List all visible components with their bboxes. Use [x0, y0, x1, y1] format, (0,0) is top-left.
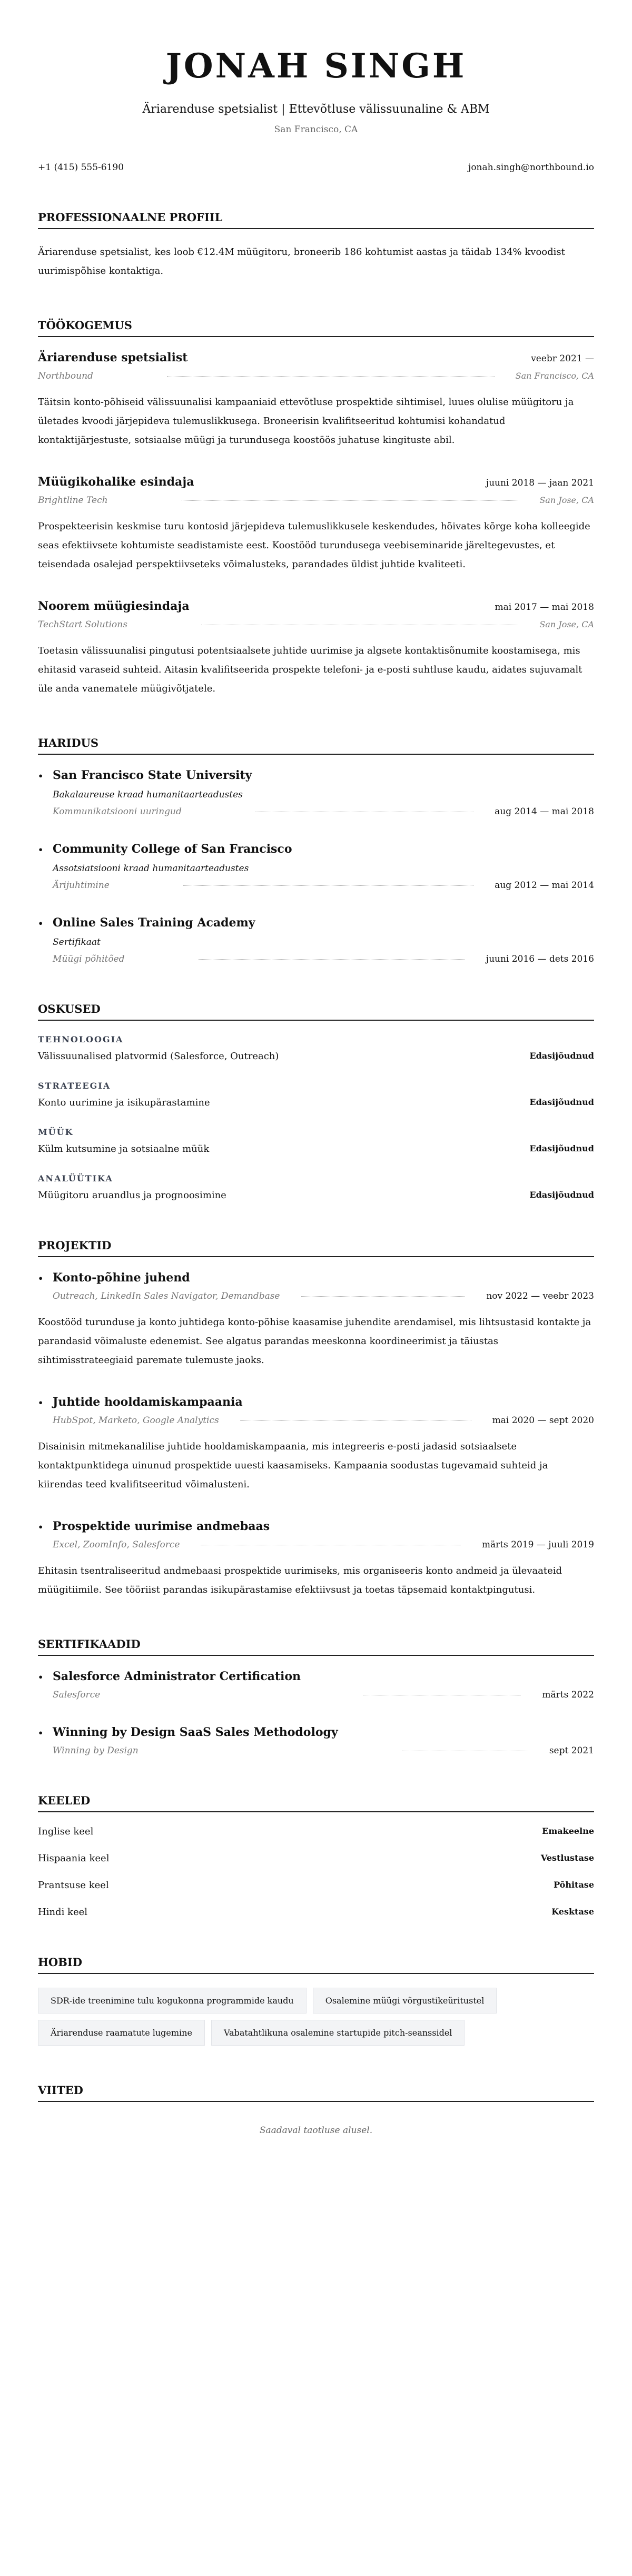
- project-name: Konto-põhine juhend: [53, 1270, 190, 1285]
- job-entry: [38, 351, 594, 450]
- education-dates: aug 2012 — mai 2014: [495, 880, 594, 891]
- cert-meta: [38, 1745, 594, 1756]
- project-entry: [38, 1395, 594, 1494]
- candidate-name: JONAH SINGH: [165, 46, 467, 86]
- skill-group: [38, 1173, 594, 1201]
- skill-group: [38, 1081, 594, 1108]
- job-dates: mai 2017 — mai 2018: [495, 601, 594, 613]
- language-name: Hindi keel: [38, 1906, 88, 1918]
- hobbies-section: [38, 1956, 594, 2046]
- school-row: [38, 916, 594, 930]
- job-location: San Francisco, CA: [515, 370, 594, 381]
- school-name: San Francisco State University: [53, 768, 252, 782]
- job-location: San Jose, CA: [539, 495, 594, 505]
- project-entry: [38, 1271, 594, 1370]
- project-name: Prospektide uurimise andmebaas: [53, 1519, 270, 1533]
- hobby-tag: SDR-ide treenimine tulu kogukonna programmide kaudu: [38, 1988, 307, 2014]
- project-tools: HubSpot, Marketo, Google Analytics: [53, 1415, 219, 1426]
- contact-row: [38, 162, 594, 173]
- project-title-row: [38, 1271, 594, 1285]
- resume-header: [38, 46, 594, 173]
- headline: Äriarenduse spetsialist | Ettevõtluse välissuunaline & ABM: [142, 102, 490, 116]
- project-title-row: [38, 1395, 594, 1409]
- job-title: Müügikohalike esindaja: [38, 475, 194, 489]
- bullet-icon: •: [38, 1273, 44, 1284]
- project-dates: mai 2020 — sept 2020: [492, 1415, 594, 1426]
- language-row: [38, 1853, 594, 1864]
- bullet-icon: •: [38, 1672, 44, 1682]
- skill-category: STRATEEGIA: [38, 1080, 111, 1091]
- job-header: [38, 475, 594, 489]
- project-title-row: [38, 1519, 594, 1533]
- job-entry: [38, 475, 594, 574]
- skill-category: MÜÜK: [38, 1127, 74, 1137]
- section-title: HARIDUS: [38, 736, 594, 755]
- cert-issuer: Salesforce: [53, 1689, 101, 1700]
- skill-level: Edasijõudnud: [529, 1050, 594, 1061]
- degree: Sertifikaat: [53, 936, 101, 948]
- skill-row: [38, 1190, 594, 1201]
- education-entry: [38, 768, 594, 817]
- experience-section: [38, 319, 594, 698]
- bullet-icon: •: [38, 844, 44, 855]
- project-name: Juhtide hooldamiskampaania: [53, 1395, 243, 1409]
- leader-line: [240, 1420, 471, 1421]
- job-description: Toetasin välissuunalisi pingutusi potentsiaalsete juhtide uurimise ja algsete kontaktisõnumite koostamisega, mis ehitasid varaseid suhteid. Aitasin kvalifitseerida prospekte telefoni- ja e-posti suhtluse kaudu, aidates sujuvamalt üle anda vanematele müügivõtjatele.: [38, 645, 582, 694]
- certification-entry: [38, 1670, 594, 1700]
- field-of-study: Müügi põhitõed: [53, 953, 125, 964]
- section-title: HOBID: [38, 1956, 594, 1974]
- company: TechStart Solutions: [38, 619, 127, 630]
- projects-section: [38, 1239, 594, 1600]
- job-title: Äriarenduse spetsialist: [38, 350, 188, 364]
- job-description: Täitsin konto-põhiseid välissuunalisi kampaaniaid ettevõtluse prospektide sihtimisel, luues olulise müügitoru ja ületades kvoodi järjepideva tulemuslikkusega. Broneerisin kvalifitseeritud kohtumisi kohandatud kontaktijärjestuste, sotsiaalse müügi ja turundusega koostöös juhatuse kingituste abil.: [38, 396, 574, 446]
- skill-level: Edasijõudnud: [529, 1143, 594, 1153]
- field-of-study: Kommunikatsiooni uuringud: [53, 806, 182, 817]
- school-row: [38, 768, 594, 782]
- degree: Assotsiatsiooni kraad humanitaarteadustes: [53, 863, 249, 874]
- section-title: PROFESSIONAALNE PROFIIL: [38, 211, 594, 229]
- references-section: [38, 2084, 594, 2136]
- skill-row: [38, 1143, 594, 1154]
- job-dates: veebr 2021 —: [531, 353, 594, 364]
- job-meta: [38, 619, 594, 630]
- cert-name: Winning by Design SaaS Sales Methodology: [53, 1725, 338, 1739]
- skill-name: Müügitoru aruandlus ja prognoosimine: [38, 1189, 226, 1201]
- education-dates: aug 2014 — mai 2018: [495, 806, 594, 817]
- skill-category: TEHNOLOOGIA: [38, 1034, 124, 1044]
- language-row: [38, 1880, 594, 1891]
- cert-title-row: [38, 1670, 594, 1683]
- project-dates: märts 2019 — juuli 2019: [481, 1539, 594, 1550]
- language-name: Inglise keel: [38, 1825, 94, 1837]
- section-title: KEELED: [38, 1794, 594, 1812]
- section-title: TÖÖKOGEMUS: [38, 319, 594, 337]
- degree: Bakalaureuse kraad humanitaarteadustes: [53, 789, 243, 800]
- education-entry: [38, 916, 594, 964]
- job-title: Noorem müügiesindaja: [38, 599, 190, 613]
- project-meta: [38, 1539, 594, 1550]
- language-name: Prantsuse keel: [38, 1879, 109, 1891]
- cert-meta: [38, 1690, 594, 1700]
- skill-row: [38, 1051, 594, 1062]
- job-entry: [38, 599, 594, 698]
- language-name: Hispaania keel: [38, 1852, 110, 1864]
- profile-text: Äriarenduse spetsialist, kes loob €12.4M müügitoru, broneerib 186 kohtumist aastas ja täidab 134% kvoodist uurimispõhise kontaktiga.: [38, 246, 565, 277]
- bullet-icon: •: [38, 1522, 44, 1532]
- cert-name: Salesforce Administrator Certification: [53, 1669, 301, 1683]
- school-name: Online Sales Training Academy: [53, 915, 255, 930]
- job-description: Prospekteerisin keskmise turu kontosid järjepideva tulemuslikkusele keskendudes, hõivates kõrge koha kolleegide seas efektiivsete kohtumiste seadistamiste eest. Koostööd turundusega veebiseminaride järeltegevustes, et teisendada osalejad perspektiivseteks võimalusteks, parandades üldist juhtide kvaliteeti.: [38, 520, 590, 570]
- section-title: PROJEKTID: [38, 1239, 594, 1257]
- school-row: [38, 842, 594, 856]
- language-row: [38, 1826, 594, 1837]
- project-description: Koostööd turunduse ja konto juhtidega konto-põhise kaasamise juhendite arendamisel, mis lihtsustasid kontakte ja parandasid võimaluste edenemist. See algatus parandas meeskonna koordineerimist ja täiustas sihtimisstrateegiaid paremate tulemuste jaoks.: [38, 1316, 591, 1366]
- hobby-tag: Äriarenduse raamatute lugemine: [38, 2020, 205, 2046]
- job-dates: juuni 2018 — jaan 2021: [486, 477, 594, 488]
- leader-line: [183, 885, 473, 886]
- project-dates: nov 2022 — veebr 2023: [486, 1290, 594, 1301]
- education-section: [38, 736, 594, 964]
- skill-name: Konto uurimine ja isikupärastamine: [38, 1097, 210, 1108]
- skill-group: [38, 1034, 594, 1062]
- project-meta: [38, 1415, 594, 1426]
- company: Brightline Tech: [38, 495, 108, 506]
- project-description: Ehitasin tsentraliseeritud andmebaasi prospektide uurimiseks, mis organiseeris konto andmeid ja ülevaateid müügitiimile. See tööriist parandas isikupärastamise efektiivsust ja toetas täpsemaid kontaktpingutusi.: [38, 1565, 562, 1595]
- profile-section: [38, 211, 594, 281]
- cert-issuer: Winning by Design: [53, 1745, 139, 1756]
- references-text: Saadaval taotluse alusel.: [259, 2125, 373, 2136]
- skill-group: [38, 1127, 594, 1154]
- language-row: [38, 1907, 594, 1918]
- job-header: [38, 599, 594, 613]
- job-meta: [38, 495, 594, 506]
- education-meta: [38, 806, 594, 817]
- location: San Francisco, CA: [274, 124, 358, 135]
- school-name: Community College of San Francisco: [53, 842, 292, 856]
- section-title: VIITED: [38, 2084, 594, 2102]
- skill-level: Edasijõudnud: [529, 1097, 594, 1107]
- leader-line: [199, 959, 465, 960]
- education-dates: juuni 2016 — dets 2016: [486, 953, 594, 964]
- language-level: Emakeelne: [542, 1825, 594, 1836]
- section-title: OSKUSED: [38, 1002, 594, 1021]
- skill-row: [38, 1097, 594, 1108]
- skill-category: ANALÜÜTIKA: [38, 1173, 113, 1183]
- language-level: Kesktase: [551, 1906, 594, 1917]
- certifications-section: [38, 1637, 594, 1756]
- job-meta: [38, 371, 594, 381]
- leader-line: [182, 500, 519, 501]
- languages-section: [38, 1794, 594, 1918]
- company: Northbound: [38, 370, 93, 381]
- skill-name: Välissuunalised platvormid (Salesforce, Outreach): [38, 1050, 279, 1062]
- bullet-icon: •: [38, 1728, 44, 1738]
- hobby-tag: Vabatahtlikuna osalemine startupide pitch-seanssidel: [211, 2020, 465, 2046]
- job-header: [38, 351, 594, 364]
- bullet-icon: •: [38, 1397, 44, 1408]
- skills-section: [38, 1002, 594, 1201]
- hobby-tag: Osalemine müügi võrgustikeüritustel: [313, 1988, 497, 2014]
- cert-date: sept 2021: [549, 1745, 594, 1756]
- job-location: San Jose, CA: [539, 619, 594, 629]
- project-entry: [38, 1519, 594, 1600]
- cert-date: märts 2022: [542, 1689, 594, 1700]
- education-meta: [38, 954, 594, 964]
- skill-level: Edasijõudnud: [529, 1189, 594, 1200]
- certification-entry: [38, 1725, 594, 1756]
- project-tools: Excel, ZoomInfo, Salesforce: [53, 1539, 180, 1550]
- language-level: Vestlustase: [540, 1852, 594, 1863]
- email[interactable]: jonah.singh@northbound.io: [468, 162, 594, 173]
- education-entry: [38, 842, 594, 891]
- cert-title-row: [38, 1725, 594, 1739]
- project-tools: Outreach, LinkedIn Sales Navigator, Demandbase: [53, 1290, 280, 1301]
- leader-line: [167, 376, 495, 377]
- education-meta: [38, 880, 594, 891]
- section-title: SERTIFIKAADID: [38, 1637, 594, 1656]
- bullet-icon: •: [38, 918, 44, 929]
- language-level: Põhitase: [554, 1879, 594, 1890]
- project-description: Disainisin mitmekanalilise juhtide hooldamiskampaania, mis integreeris e-posti jadasid sotsiaalsete kontaktpunktidega uinunud prospektide uuesti kaasamiseks. Kampaania soodustas tugevamaid suhteid ja kiirendas teed kvalifitseeritud võimalusteni.: [38, 1440, 548, 1490]
- leader-line: [301, 1296, 466, 1297]
- bullet-icon: •: [38, 771, 44, 781]
- skill-name: Külm kutsumine ja sotsiaalne müük: [38, 1143, 210, 1154]
- project-meta: [38, 1291, 594, 1301]
- phone: +1 (415) 555-6190: [38, 162, 124, 173]
- field-of-study: Ärijuhtimine: [53, 880, 110, 891]
